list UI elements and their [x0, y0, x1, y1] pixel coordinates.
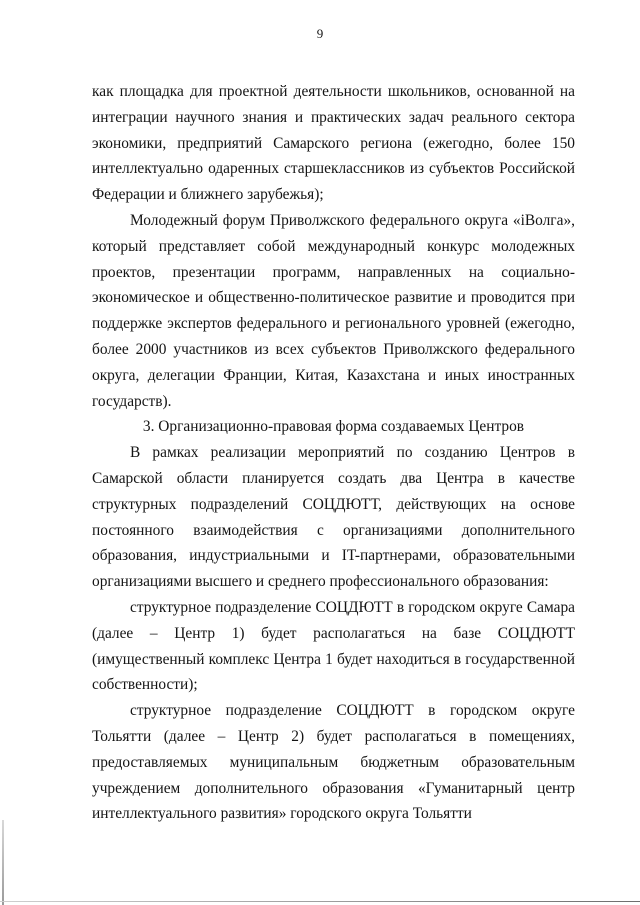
section-heading: 3. Организационно-правовая форма создаваемых Центров [142, 418, 525, 436]
scan-edge-bottom [0, 901, 640, 902]
paragraph-ivolga-forum: Молодежный форум Приволжского федерального округа «iВолга», который представляет собой международный конкурс молодежных проектов, презентации программ, направленных на социально-экономическое и общественно-политическое развитие и проводится при поддержке экспертов федерального и регионального уровней (ежегодно, более 2000 участников из всех субъектов Приволжского федерального округа, делегации Франции, Китая, Казахстана и иных иностранных государств). [92, 211, 575, 410]
paragraph-centers-plan: В рамках реализации мероприятий по созданию Центров в Самарской области планируется создать два Центра в качестве структурных подразделений СОЦДЮТТ, действующих на основе постоянного взаимодействия с организациями дополнительного образования, индустриальными и IT-партнерами, образовательными организациями высшего и среднего профессионального образования: [92, 444, 575, 591]
scan-edge-left [2, 820, 4, 905]
page-number: 9 [316, 26, 324, 41]
document-body [92, 79, 575, 827]
paragraph-center-2: структурное подразделение СОЦДЮТТ в городском округе Тольятти (далее – Центр 2) будет располагаться в помещениях, предоставляемых муниципальным бюджетным образовательным учреждением дополнительного образования «Гуманитарный центр интеллектуального развития» городского округа Тольятти [92, 702, 575, 823]
paragraph-continuation: как площадка для проектной деятельности школьников, основанной на интеграции научного знания и практических задач реального сектора экономики, предприятий Самарского региона (ежегодно, более 150 интеллектуально одаренных старшеклассников из субъектов Российской Федерации и ближнего зарубежья); [92, 83, 575, 204]
paragraph-center-1: структурное подразделение СОЦДЮТТ в городском округе Самара (далее – Центр 1) будет располагаться на базе СОЦДЮТТ (имущественный комплекс Центра 1 будет находиться в государственной собственности); [92, 598, 575, 694]
